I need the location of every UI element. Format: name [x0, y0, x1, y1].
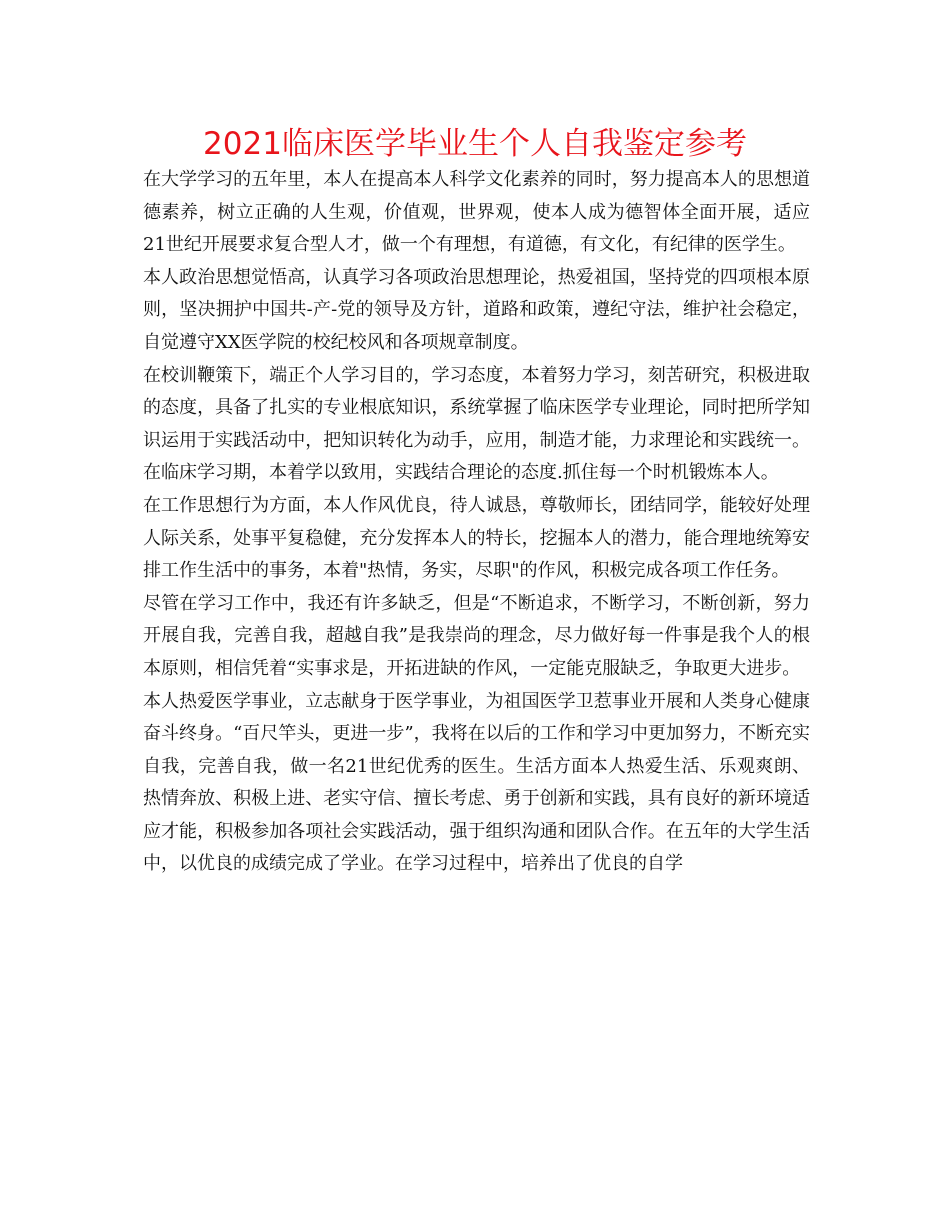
paragraph-5: 尽管在学习工作中，我还有许多缺乏，但是“不断追求，不断学习，不断创新，努力开展自我，完善自我，超越自我”是我崇尚的理念，尽力做好每一件事是我个人的根本原则，相信凭着“实事求是，开拓进缺的作风，一定能克服缺乏，争取更大进步。	[143, 592, 810, 679]
paragraph-2: 本人政治思想觉悟高，认真学习各项政治思想理论，热爱祖国，坚持党的四项根本原则，坚决拥护中国共-产-党的领导及方针，道路和政策，遵纪守法，维护社会稳定，自觉遵守XX医学院的校纪校风和各项规章制度。	[143, 266, 810, 353]
document-title: 2021临床医学毕业生个人自我鉴定参考	[203, 126, 747, 162]
paragraph-6: 本人热爱医学事业，立志献身于医学事业，为祖国医学卫惹事业开展和人类身心健康奋斗终身。“百尺竿头，更进一步”，我将在以后的工作和学习中更加努力，不断充实自我，完善自我，做一名21世纪优秀的医生。生活方面本人热爱生活、乐观爽朗、热情奔放、积极上进、老实守信、擅长考虑、勇于创新和实践，具有良好的新环境适应才能，积极参加各项社会实践活动，强于组织沟通和团队合作。在五年的大学生活中，以优良的成绩完成了学业。在学习过程中，培养出了优良的自学	[143, 690, 810, 875]
paragraph-3: 在校训鞭策下，端正个人学习目的，学习态度，本着努力学习，刻苦研究，积极进取的态度，具备了扎实的专业根底知识，系统掌握了临床医学专业理论，同时把所学知识运用于实践活动中，把知识转化为动手，应用，制造才能，力求理论和实践统一。在临床学习期，本着学以致用，实践结合理论的态度.抓住每一个时机锻炼本人。	[143, 364, 810, 484]
paragraph-4: 在工作思想行为方面，本人作风优良，待人诚恳，尊敬师长，团结同学，能较好处理人际关系，处事平复稳健，充分发挥本人的特长，挖掘本人的潜力，能合理地统筹安排工作生活中的事务，本着"热情，务实，尽职"的作风，积极完成各项工作任务。	[143, 494, 810, 582]
paragraph-1: 在大学学习的五年里，本人在提高本人科学文化素养的同时，努力提高本人的思想道德素养，树立正确的人生观，价值观，世界观，使本人成为德智体全面开展，适应21世纪开展要求复合型人才，做一个有理想，有道德，有文化，有纪律的医学生。	[143, 169, 810, 256]
document-body	[143, 164, 810, 881]
